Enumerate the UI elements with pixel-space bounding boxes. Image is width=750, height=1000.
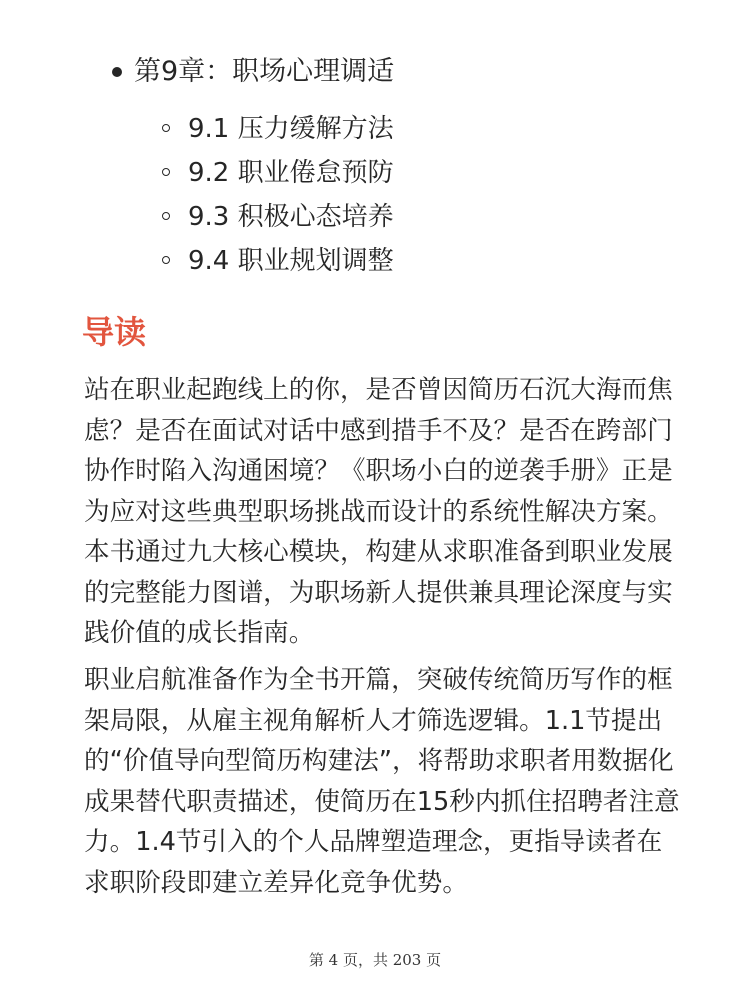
section-title: 9.3 积极心态培养: [188, 202, 394, 232]
section-title: 9.1 压力缓解方法: [188, 114, 394, 144]
chapter-title: 第9章：职场心理调适: [134, 56, 395, 87]
intro-paragraph: 职业启航准备作为全书开篇，突破传统简历写作的框架局限，从雇主视角解析人才筛选逻辑。1.1节提出的“价值导向型简历构建法”，将帮助求职者用数据化成果替代职责描述，使简历在15秒内抓住招聘者注意力。1.4节引入的个人品牌塑造理念，更指导读者在求职阶段即建立差异化竞争优势。: [84, 665, 680, 898]
circle-bullet-icon: [162, 212, 170, 220]
disc-bullet-icon: [112, 67, 122, 77]
circle-bullet-icon: [162, 124, 170, 132]
circle-bullet-icon: [162, 256, 170, 264]
intro-paragraph: 站在职业起跑线上的你，是否曾因简历石沉大海而焦虑？是否在面试对话中感到措手不及？是否在跨部门协作时陷入沟通困境？《职场小白的逆袭手册》正是为应对这些典型职场挑战而设计的系统性解决方案。本书通过九大核心模块，构建从求职准备到职业发展的完整能力图谱，为职场新人提供兼具理论深度与实践价值的成长指南。: [84, 375, 673, 648]
intro-heading: 导读: [82, 313, 147, 351]
circle-bullet-icon: [162, 168, 170, 176]
page-number-footer: 第 4 页，共 203 页: [308, 951, 442, 969]
section-title: 9.4 职业规划调整: [188, 246, 394, 276]
section-title: 9.2 职业倦怠预防: [188, 158, 394, 188]
